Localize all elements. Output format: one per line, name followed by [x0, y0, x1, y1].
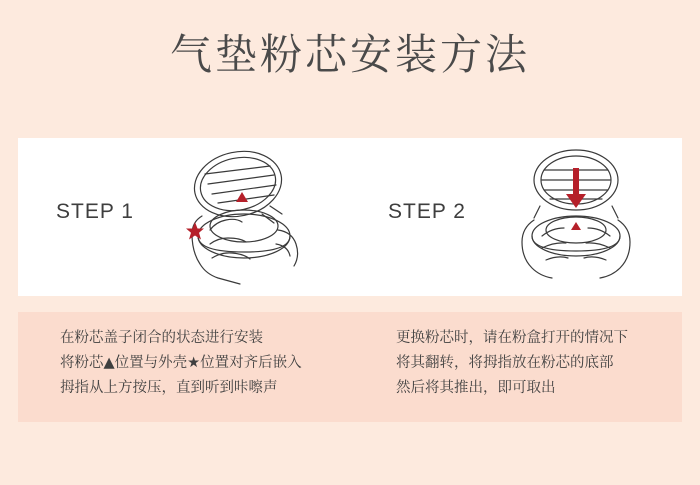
- cushion-compact-remove-illustration: [490, 144, 670, 290]
- caption-line: 将其翻转，将拇指放在粉芯的底部: [396, 355, 614, 371]
- caption-line: 更换粉芯时，请在粉盒打开的情况下: [396, 330, 628, 346]
- illustration-panel: [18, 138, 682, 296]
- page-title: 气垫粉芯安装方法: [169, 30, 530, 79]
- caption-step-2: [396, 326, 696, 401]
- caption-line: 将粉芯▲位置与外壳★位置对齐后嵌入: [60, 355, 302, 371]
- caption-line: 然后将其推出，即可取出: [396, 380, 556, 396]
- step-1-block: [18, 138, 350, 296]
- cushion-compact-insert-illustration: [158, 144, 338, 290]
- step-2-block: [350, 138, 682, 296]
- step-1-label: STEP 1: [56, 200, 134, 223]
- caption-step-1: [60, 326, 360, 401]
- caption-line: 拇指从上方按压，直到听到咔嚓声: [60, 380, 278, 396]
- step-2-label: STEP 2: [388, 200, 466, 223]
- caption-band: [18, 312, 682, 422]
- caption-line: 在粉芯盖子闭合的状态进行安装: [60, 330, 263, 346]
